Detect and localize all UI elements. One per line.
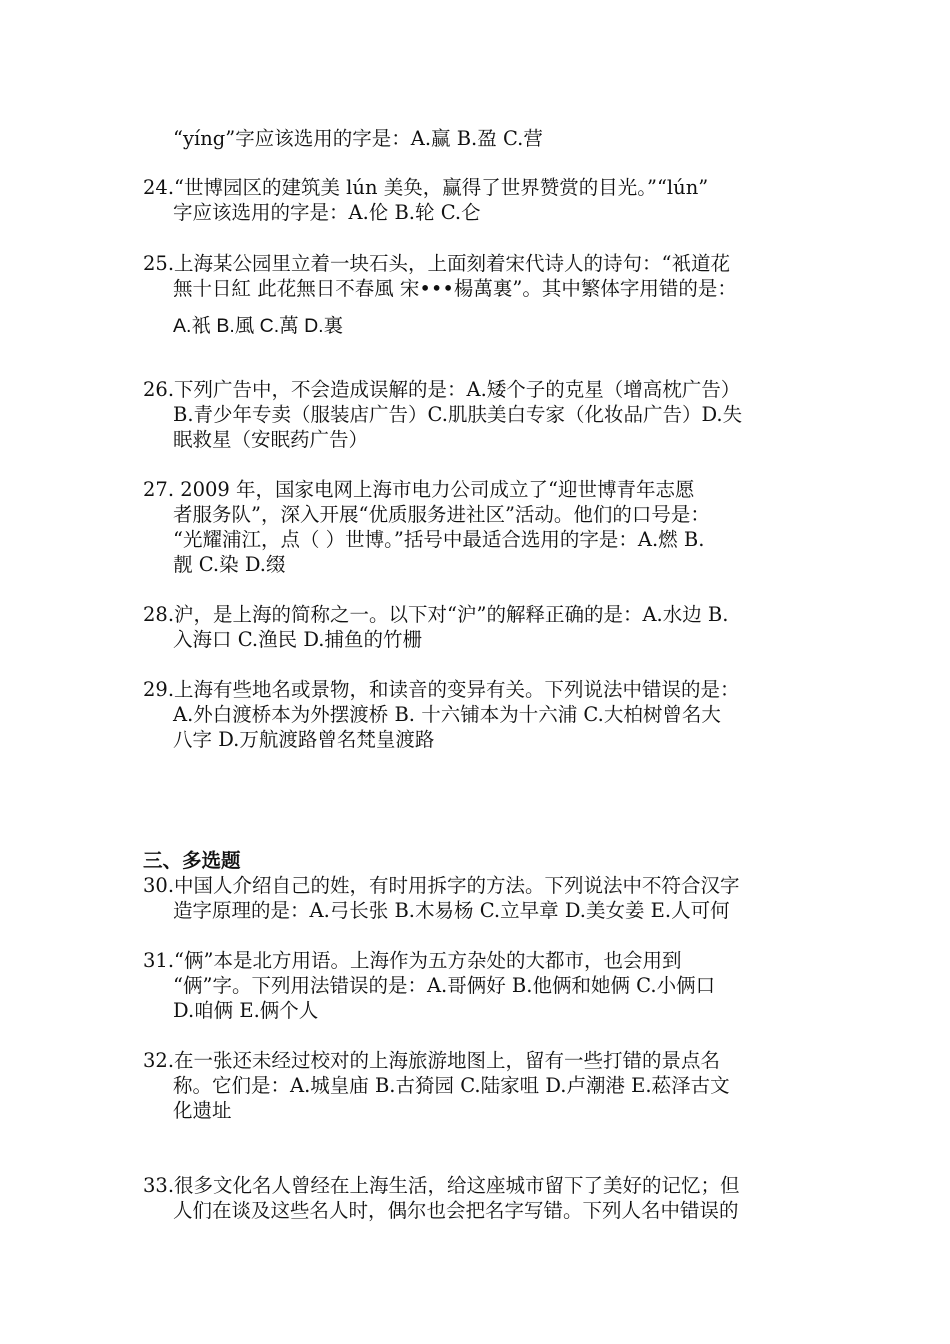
q25-line2: 無十日紅 此花無日不春風 宋•••楊萬裏”。其中繁体字用错的是： [173,277,737,300]
q31-line3: D.咱俩 E.俩个人 [173,999,319,1022]
q32-line1: 32.在一张还未经过校对的上海旅游地图上，留有一些打错的景点名 [143,1049,721,1072]
q27-line4: 靓 C.染 D.缀 [173,553,286,576]
q25-options: A.衹 B.風 C.萬 D.裏 [173,315,344,337]
q25-line1: 25.上海某公园里立着一块石头，上面刻着宋代诗人的诗句：“衹道花 [143,252,730,275]
q31-line1: 31.“俩”本是北方用语。上海作为五方杂处的大都市，也会用到 [143,949,682,972]
q26-line1: 26.下列广告中，不会造成误解的是：A.矮个子的克星（增高枕广告） [143,378,741,401]
q26-line2: B.青少年专卖（服装店广告）C.肌肤美白专家（化妆品广告）D.失 [173,403,743,426]
q29-line3: 八字 D.万航渡路曾名梵皇渡路 [173,728,435,751]
q32-line2: 称。它们是：A.城皇庙 B.古猗园 C.陆家咀 D.卢潮港 E.菘泽古文 [173,1074,730,1097]
q29-line1: 29.上海有些地名或景物，和读音的变异有关。下列说法中错误的是： [143,678,740,701]
q31-line2: “俩”字。下列用法错误的是：A.哥俩好 B.他俩和她俩 C.小俩口 [173,974,716,997]
q26-line3: 眠救星（安眠药广告） [173,428,369,451]
q27-line2: 者服务队”，深入开展“优质服务进社区”活动。他们的口号是： [173,503,710,526]
q27-line3: “光耀浦江，点（ ）世博。”括号中最适合选用的字是：A.燃 B. [173,528,705,551]
q28-line1: 28.沪，是上海的简称之一。以下对“沪”的解释正确的是：A.水边 B. [143,603,729,626]
q23-continuation: “yíng”字应该选用的字是：A.赢 B.盈 C.营 [173,127,543,150]
q33-line1: 33.很多文化名人曾经在上海生活，给这座城市留下了美好的记忆；但 [143,1174,740,1197]
q29-line2: A.外白渡桥本为外摆渡桥 B. 十六铺本为十六浦 C.大柏树曾名大 [173,703,721,726]
q28-line2: 入海口 C.渔民 D.捕鱼的竹栅 [173,628,422,651]
q32-line3: 化遗址 [173,1099,232,1122]
section-heading-multiple-choice: 三、多选题 [143,849,241,872]
q33-line2: 人们在谈及这些名人时，偶尔也会把名字写错。下列人名中错误的 [173,1199,739,1222]
q30-line2: 造字原理的是：A.弓长张 B.木易杨 C.立早章 D.美女姜 E.人可何 [173,899,730,922]
q27-line1: 27. 2009 年，国家电网上海市电力公司成立了“迎世博青年志愿 [143,478,695,501]
q30-line1: 30.中国人介绍自己的姓，有时用拆字的方法。下列说法中不符合汉字 [143,874,740,897]
q24-line2: 字应该选用的字是：A.伦 B.轮 C.仑 [173,201,481,224]
q24-line1: 24.“世博园区的建筑美 lún 美奂，赢得了世界赞赏的目光。”“lún” [143,176,709,199]
